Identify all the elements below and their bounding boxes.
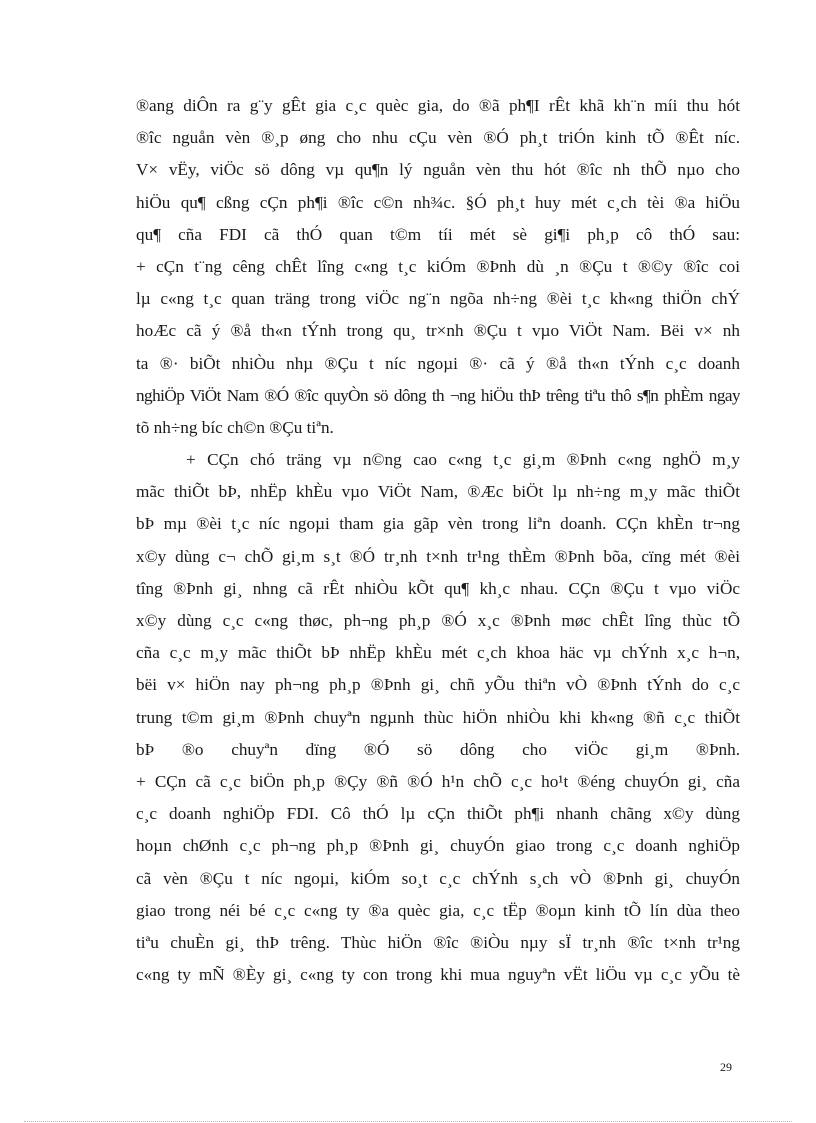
paragraph-2-line: cña c¸c m¸y mãc thiÕt bÞ nhËp khÈu mét c¸ch khoa häc vµ chÝnh x¸c h¬n, bbox=[136, 643, 740, 663]
page-bottom-divider bbox=[24, 1121, 792, 1122]
paragraph-2-line: giao trong néi bé c¸c c«ng ty ®a quèc gia, c¸c tËp ®oµn kinh tÕ lín dùa theo bbox=[136, 900, 740, 920]
paragraph-2-line: mãc thiÕt bÞ, nhËp khÈu vµo ViÖt Nam, ®Æc biÖt lµ nh÷ng m¸y mãc thiÕt bbox=[136, 482, 740, 502]
paragraph-2-line: x©y dùng c¸c c«ng thøc, ph¬ng ph¸p ®Ó x¸c ®Þnh møc chÊt lîng thùc tÕ bbox=[136, 611, 740, 630]
paragraph-2-line: hoµn chØnh c¸c ph¬ng ph¸p ®Þnh gi¸ chuyÓn giao trong c¸c doanh nghiÖp bbox=[136, 836, 740, 856]
body-text bbox=[136, 90, 740, 991]
paragraph-2-line: x©y dùng c¬ chÕ gi¸m s¸t ®Ó tr¸nh t×nh tr¹ng thÈm ®Þnh bõa, cïng mét ®èi bbox=[136, 546, 740, 566]
paragraph-2-line: bëi v× hiÖn nay ph¬ng ph¸p ®Þnh gi¸ chñ yÕu thiªn vÒ ®Þnh tÝnh do c¸c bbox=[136, 675, 740, 695]
paragraph-1-line: tõ nh÷ng bíc ch©n ®Çu tiªn. bbox=[136, 417, 334, 437]
paragraph-2-line: trung t©m gi¸m ®Þnh chuyªn ngµnh thùc hiÖn nhiÒu khi kh«ng ®ñ c¸c thiÕt bbox=[136, 707, 740, 727]
paragraph-2-line: cã vèn ®Çu t níc ngoµi, kiÓm so¸t c¸c chÝnh s¸ch vÒ ®Þnh gi¸ chuyÓn bbox=[136, 868, 740, 888]
paragraph-1-line: nghiÖp ViÖt Nam ®Ó ®îc quyÒn sö dông th ¬ng hiÖu thÞ trêng tiªu thô s¶n phÈm ngay bbox=[136, 385, 740, 405]
paragraph-1-line: V× vËy, viÖc sö dông vµ qu¶n lý nguån vèn thu hót ®îc nh thÕ nµo cho bbox=[136, 160, 740, 180]
paragraph-1-line: qu¶ cña FDI cã thÓ quan t©m tíi mét sè gi¶i ph¸p cô thÓ sau: bbox=[136, 224, 740, 244]
paragraph-2-line: tiªu chuÈn gi¸ thÞ trêng. Thùc hiÖn ®îc ®iÒu nµy sÏ tr¸nh ®îc t×nh tr¹ng bbox=[136, 932, 740, 952]
paragraph-1-line: hoÆc cã ý ®å th«n tÝnh trong qu¸ tr×nh ®Çu t vµo ViÖt Nam. Bëi v× nh bbox=[136, 321, 740, 341]
paragraph-2-line: + CÇn chó träng vµ n©ng cao c«ng t¸c gi¸m ®Þnh c«ng nghÖ m¸y bbox=[186, 450, 740, 470]
paragraph-1-line: hiÖu qu¶ cßng cÇn ph¶i ®îc c©n nh¾c. §Ó ph¸t huy mét c¸ch tèi ®a hiÖu bbox=[136, 192, 740, 212]
paragraph-1-line: lµ c«ng t¸c quan träng trong viÖc ng¨n ngõa nh÷ng ®èi t¸c kh«ng thiÖn chÝ bbox=[136, 289, 740, 309]
paragraph-2-line: + CÇn cã c¸c biÖn ph¸p ®Çy ®ñ ®Ó h¹n chÕ c¸c ho¹t ®éng chuyÓn gi¸ cña bbox=[136, 771, 740, 791]
paragraph-1-line: ta ®· biÕt nhiÒu nhµ ®Çu t níc ngoµi ®· cã ý ®å th«n tÝnh c¸c doanh bbox=[136, 353, 740, 373]
paragraph-2-line: c«ng ty mÑ ®Èy gi¸ c«ng ty con trong khi mua nguyªn vËt liÖu vµ c¸c yÕu tè bbox=[136, 965, 740, 985]
paragraph-1-line: ®îc nguån vèn ®¸p øng cho nhu cÇu vèn ®Ó ph¸t triÓn kinh tÕ ®Êt níc. bbox=[136, 128, 740, 148]
paragraph-2-line: bÞ ®o chuyªn dïng ®Ó sö dông cho viÖc gi¸m ®Þnh. bbox=[136, 739, 740, 759]
paragraph-1-line: ®ang diÔn ra g¨y gÊt gia c¸c quèc gia, do ®ã ph¶I rÊt khã kh¨n míi thu hót bbox=[136, 96, 740, 115]
paragraph-2-line: c¸c doanh nghiÖp FDI. Cô thÓ lµ cÇn thiÕt ph¶i nhanh chãng x©y dùng bbox=[136, 804, 740, 824]
paragraph-2-line: tîng ®Þnh gi¸ nhng cã rÊt nhiÒu kÕt qu¶ kh¸c nhau. CÇn ®Çu t vµo viÖc bbox=[136, 578, 740, 598]
paragraph-2-line: bÞ mµ ®èi t¸c níc ngoµi tham gia gãp vèn trong liªn doanh. CÇn khÈn tr¬ng bbox=[136, 514, 740, 534]
paragraph-1-line: + cÇn t¨ng cêng chÊt lîng c«ng t¸c kiÓm ®Þnh dù ¸n ®Çu t ®©y ®îc coi bbox=[136, 256, 740, 276]
page-number: 29 bbox=[720, 1060, 732, 1074]
